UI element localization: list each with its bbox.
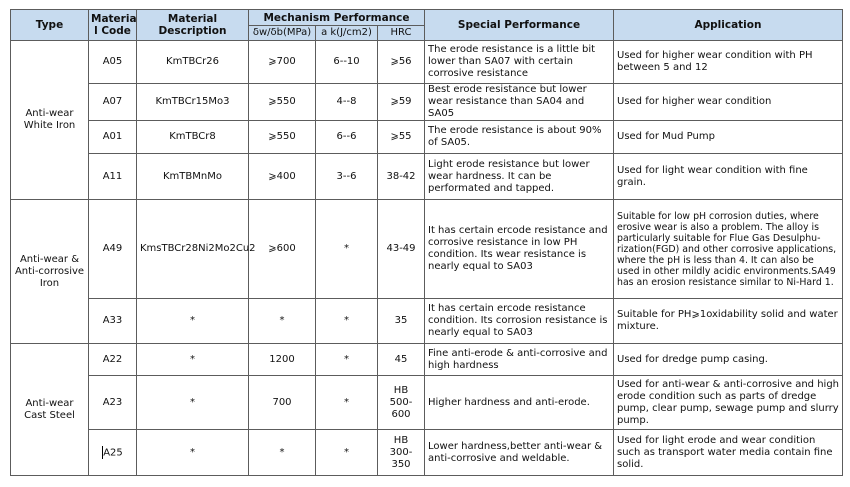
description-cell: * <box>137 344 249 376</box>
application-cell: Used for higher wear condition with PH between 5 and 12 <box>614 41 843 84</box>
description-cell: KmTBCr15Mo3 <box>137 84 249 121</box>
hrc-cell: ⩾55 <box>378 121 425 154</box>
description-cell: KmsTBCr28Ni2Mo2Cu2 <box>137 200 249 299</box>
hrc-cell: 35 <box>378 299 425 344</box>
header-special-performance: Special Performance <box>425 10 614 41</box>
table-row <box>11 121 843 154</box>
tensile-cell: ⩾600 <box>249 200 316 299</box>
table-row <box>11 84 843 121</box>
impact-cell: 3--6 <box>316 154 378 200</box>
description-cell: KmTBCr8 <box>137 121 249 154</box>
impact-cell: 4--8 <box>316 84 378 121</box>
special-cell: Fine anti-erode & anti-corrosive and high hardness <box>425 344 614 376</box>
description-cell: KmTBCr26 <box>137 41 249 84</box>
type-cell: Anti-wear White Iron <box>11 41 89 200</box>
impact-cell: * <box>316 299 378 344</box>
impact-cell: 6--6 <box>316 121 378 154</box>
code-cell: A23 <box>89 376 137 430</box>
code-cell: A05 <box>89 41 137 84</box>
hrc-cell: HB 300-350 <box>378 430 425 476</box>
tensile-cell: ⩾550 <box>249 121 316 154</box>
type-cell: Anti-wear & Anti-corrosive Iron <box>11 200 89 344</box>
header-type: Type <box>11 10 89 41</box>
material-spec-table <box>10 9 843 476</box>
header-tensile-strength: δw/δb(MPa) <box>249 26 316 41</box>
application-cell: Used for light wear condition with fine grain. <box>614 154 843 200</box>
special-cell: The erode resistance is about 90% of SA05. <box>425 121 614 154</box>
table-row <box>11 299 843 344</box>
impact-cell: 6--10 <box>316 41 378 84</box>
table-row <box>11 376 843 430</box>
hrc-cell: 45 <box>378 344 425 376</box>
impact-cell: * <box>316 200 378 299</box>
code-cell: A11 <box>89 154 137 200</box>
impact-cell: * <box>316 430 378 476</box>
code-text: A25 <box>103 447 123 459</box>
code-cell: A33 <box>89 299 137 344</box>
special-cell: Higher hardness and anti-erode. <box>425 376 614 430</box>
special-cell: Light erode resistance but lower wear hardness. It can be performated and tapped. <box>425 154 614 200</box>
application-cell: Used for higher wear condition <box>614 84 843 121</box>
table-row <box>11 430 843 476</box>
table-row <box>11 200 843 299</box>
code-cell: A07 <box>89 84 137 121</box>
tensile-cell: ⩾550 <box>249 84 316 121</box>
description-cell: * <box>137 376 249 430</box>
application-cell: Used for anti-wear & anti-corrosive and high erode condition such as parts of dredge pump, clear pump, sewage pump and slurry pump. <box>614 376 843 430</box>
hrc-cell: 38-42 <box>378 154 425 200</box>
table-row <box>11 344 843 376</box>
hrc-cell: 43-49 <box>378 200 425 299</box>
header-hrc: HRC <box>378 26 425 41</box>
hrc-cell: ⩾59 <box>378 84 425 121</box>
special-cell: It has certain ercode resistance condition. Its corrosion resistance is nearly equal to SA03 <box>425 299 614 344</box>
tensile-cell: * <box>249 430 316 476</box>
tensile-cell: 1200 <box>249 344 316 376</box>
table-row <box>11 154 843 200</box>
application-cell: Used for Mud Pump <box>614 121 843 154</box>
code-cell: A01 <box>89 121 137 154</box>
code-cell: A49 <box>89 200 137 299</box>
tensile-cell: 700 <box>249 376 316 430</box>
code-cell[interactable] <box>89 430 137 476</box>
header-mechanism-performance: Mechanism Performance <box>249 10 425 26</box>
special-cell: Best erode resistance but lower wear resistance than SA04 and SA05 <box>425 84 614 121</box>
tensile-cell: ⩾700 <box>249 41 316 84</box>
hrc-cell: ⩾56 <box>378 41 425 84</box>
table-row <box>11 41 843 84</box>
header-impact-toughness: a k(J/cm2) <box>316 26 378 41</box>
header-material-description: Material Description <box>137 10 249 41</box>
description-cell: * <box>137 430 249 476</box>
header-material-code: Materia l Code <box>89 10 137 41</box>
special-cell: The erode resistance is a little bit lower than SA07 with certain corrosive resistance <box>425 41 614 84</box>
hrc-cell: HB 500-600 <box>378 376 425 430</box>
tensile-cell: * <box>249 299 316 344</box>
impact-cell: * <box>316 376 378 430</box>
application-cell: Suitable for low pH corrosion duties, where erosive wear is also a problem. The alloy is particularly suitable for Flue Gas Desulphu-rization(FGD) and other corrosive applications, where the pH is less than 4. It can also be used in other mildly acidic environments.SA49 has an erosion resistance similar to Ni-Hard 1. <box>614 200 843 299</box>
type-cell: Anti-wear Cast Steel <box>11 344 89 476</box>
header-application: Application <box>614 10 843 41</box>
impact-cell: * <box>316 344 378 376</box>
description-cell: * <box>137 299 249 344</box>
code-cell: A22 <box>89 344 137 376</box>
application-cell: Used for light erode and wear condition such as transport water media contain fine solid. <box>614 430 843 476</box>
tensile-cell: ⩾400 <box>249 154 316 200</box>
special-cell: It has certain ercode resistance and corrosive resistance in low PH condition. Its wear resistance is nearly equal to SA03 <box>425 200 614 299</box>
application-cell: Used for dredge pump casing. <box>614 344 843 376</box>
application-cell: Suitable for PH⩾1oxidability solid and water mixture. <box>614 299 843 344</box>
description-cell: KmTBMnMo <box>137 154 249 200</box>
special-cell: Lower hardness,better anti-wear & anti-corrosive and weldable. <box>425 430 614 476</box>
